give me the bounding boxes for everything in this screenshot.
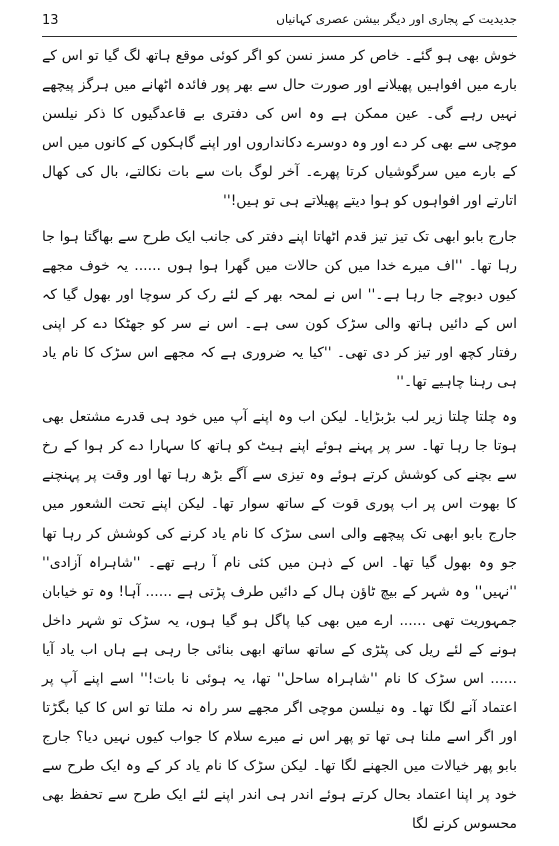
paragraph-1: خوش بھی ہو گئے۔ خاص کر مسز نسن کو اگر کوئی موقع ہاتھ لگ گیا تو اس کے بارے میں افواہیں پھیلانے اور صورت حال سے بھر پور فائدہ اٹھانے میں ہرگز پیچھے نہیں رہے گی۔ عین ممکن ہے وہ اس کی دفتری بے قاعدگیوں کا ذکر نیلسن موچی سے بھی کر دے اور وہ دوسرے دکانداروں اور اپنے گاہکوں کے کانوں میں اس کے بارے میں سرگوشیاں کرتا پھرے۔ آخر لوگ بات سے بات نکالتے، بال کی کھال اتارتے اور افواہوں کو ہوا دیتے پھیلاتے ہی تو ہیں!'' [42, 48, 517, 210]
paragraph-2: جارج بابو ابھی تک تیز تیز قدم اٹھاتا اپنے دفتر کی جانب ایک طرح سے بھاگتا ہوا جا رہا تھا۔ ''اف میرے خدا میں کن حالات میں گھرا ہوا ہوں ...... یہ خوف مجھے کیوں دبوچے جا رہا ہے۔'' اس نے لمحہ بھر کے لئے رک کر سوچا اور بھول گیا کہ اس کے دائیں ہاتھ والی سڑک کون سی ہے۔ اس نے سر کو جھٹکا دے کر اپنی رفتار کچھ اور تیز کر دی تھی۔ ''کیا یہ ضروری ہے کہ مجھے اس سڑک کا نام یاد ہی رہنا چاہیے تھا۔'' [42, 228, 517, 391]
page-header [42, 8, 517, 37]
body-text [42, 42, 517, 846]
running-title: جدیدیت کے پجاری اور دیگر بیشن عصری کہانیاں [276, 12, 517, 26]
page-number: 13 [42, 13, 59, 28]
paragraph-3: وہ چلتا چلتا زیر لب بڑبڑایا۔ لیکن اب وہ اپنے آپ میں خود ہی قدرے مشتعل بھی ہوتا جا رہا تھا۔ سر پر پہنے ہوئے اپنے ہیٹ کو ہاتھ کا سہارا دے کر ہوا کے رخ سے بچنے کی کوشش کرتے ہوئے وہ تیزی سے آگے بڑھ رہا تھا اور وقت پر پہنچنے کا بھوت اس پر اب پوری قوت کے ساتھ سوار تھا۔ لیکن اپنے تحت الشعور میں جارج بابو ابھی تک پیچھے والی اسی سڑک کا نام یاد کرنے کی کوشش کر رہا تھا جو وہ بھول گیا تھا۔ اس کے ذہن میں کئی نام آ رہے تھے۔ ''شاہراہ آزادی'' ''نہیں'' وہ شہر کے بیچ ٹاؤن ہال کے دائیں طرف پڑتی ہے ...... آہا! وہ تو خیابان جمہوریت تھی ...... ارے میں بھی کیا پاگل ہو گیا ہوں، یہ سڑک تو شہر داخل ہونے کے لئے ریل کی پٹڑی کے ساتھ ساتھ ابھی بنائی جا رہی ہے ہاں اب یاد آیا ...... اس سڑک کا نام ''شاہراہ ساحل'' تھا، یہ ہوئی نا بات!'' اسے اپنے آپ پر اعتماد آنے لگا تھا۔ وہ نیلسن موچی اگر مجھے سر راہ نہ ملتا تو اس کا کیا بگڑتا اور اگر اسے ملنا ہی تھا تو پھر اس نے میرے سلام کا جواب کیوں نہیں دیا؟ جارج بابو پھر خیالات میں الجھنے لگا تھا۔ لیکن سڑک کا نام یاد کر کے وہ ایک طرح سے خود پر اپنا اعتماد بحال کرتے ہوئے اندر ہی اندر اپنے لئے ایک طرح سے تحفظ بھی محسوس کرنے لگا [42, 409, 517, 833]
